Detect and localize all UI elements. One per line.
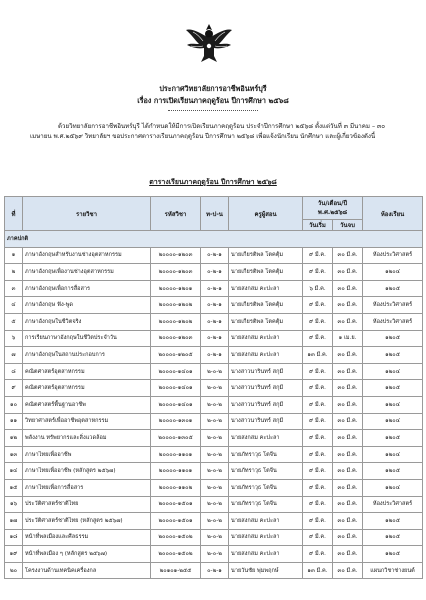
section-row xyxy=(5,231,423,248)
header-date-label: วัน/เดือน/ปี xyxy=(317,200,348,207)
cell-teacher: นายเกียรติพล โตคตุ้ม xyxy=(229,297,303,314)
cell-tpn: ๒-๐-๒ xyxy=(201,380,229,397)
cell-teacher: นายภัทราวุธ โตจีน xyxy=(229,496,303,513)
table-row xyxy=(5,380,423,397)
cell-room: ๑๒๐๕ xyxy=(363,347,423,364)
cell-tpn: ๐-๒-๑ xyxy=(201,313,229,330)
cell-subject: พลังงาน ทรัพยากรและสิ่งแวดล้อม xyxy=(23,430,151,447)
cell-teacher: นายเกียรติพล โตคตุ้ม xyxy=(229,247,303,264)
cell-no: ๑๖ xyxy=(5,496,23,513)
cell-tpn: ๒-๐-๒ xyxy=(201,413,229,430)
cell-no: ๑๙ xyxy=(5,546,23,563)
schedule-table xyxy=(4,196,423,579)
cell-subject: ภาษาไทยเพื่อการสื่อสาร xyxy=(23,479,151,496)
cell-room: ห้องประวิศาสตร์ xyxy=(363,496,423,513)
cell-code: ๒๐๐๐๐-๑๔๐๑ xyxy=(151,396,201,413)
header-room: ห้องเรียน xyxy=(363,197,423,231)
section-label: ภาคปกติ xyxy=(5,231,423,248)
cell-tpn: ๒-๐-๒ xyxy=(201,479,229,496)
cell-no: ๑๒ xyxy=(5,430,23,447)
cell-no: ๒๐ xyxy=(5,562,23,579)
cell-teacher: นายสงกสม คะปะลา xyxy=(229,529,303,546)
cell-room: ห้องประวิศาสตร์ xyxy=(363,247,423,264)
cell-room: แผนกวิชาช่างยนต์ xyxy=(363,562,423,579)
cell-no: ๑๘ xyxy=(5,529,23,546)
cell-subject: คณิตศาสตร์พื้นฐานอาชีพ xyxy=(23,396,151,413)
cell-tpn: ๐-๒-๑ xyxy=(201,562,229,579)
cell-subject: โครงงานด้านเทคนิคเครื่องกล xyxy=(23,562,151,579)
cell-code: ๒๐๐๐๐-๑๕๐๑ xyxy=(151,496,201,513)
cell-subject: ภาษาไทยเพื่ออาชีพ xyxy=(23,446,151,463)
cell-end: ๓๐ มี.ค. xyxy=(333,380,363,397)
cell-subject: ภาษาอังกฤษเพื่อการสื่อสาร xyxy=(23,280,151,297)
cell-no: ๑๕ xyxy=(5,479,23,496)
cell-subject: ประวัติศาสตร์ชาติไทย (หลักสูตร ๒๕๖๗) xyxy=(23,513,151,530)
cell-end: ๓๐ มี.ค. xyxy=(333,297,363,314)
cell-start: ๙ มี.ค. xyxy=(303,529,333,546)
cell-end: ๑ เม.ย. xyxy=(333,330,363,347)
header-teacher: ครูผู้สอน xyxy=(229,197,303,231)
cell-subject: หน้าที่พลเมือง ๆ (หลักสูตร ๒๕๖๗) xyxy=(23,546,151,563)
cell-room: ๑๒๐๕ xyxy=(363,546,423,563)
header-date-group xyxy=(303,197,363,220)
cell-no: ๖ xyxy=(5,330,23,347)
cell-tpn: ๒-๐-๒ xyxy=(201,463,229,480)
cell-room: ๑๒๐๕ xyxy=(363,380,423,397)
table-row xyxy=(5,446,423,463)
table-row xyxy=(5,396,423,413)
table-row xyxy=(5,513,423,530)
cell-start: ๙ มี.ค. xyxy=(303,413,333,430)
cell-room: ห้องประวิศาสตร์ xyxy=(363,313,423,330)
cell-end: ๓๐ มี.ค. xyxy=(333,247,363,264)
cell-start: ๙ มี.ค. xyxy=(303,546,333,563)
cell-teacher: นางสาวนารินทร์ สกุมี xyxy=(229,413,303,430)
cell-teacher: นายภัทราวุธ โตจีน xyxy=(229,446,303,463)
table-header-row xyxy=(5,197,423,220)
cell-start: ๙ มี.ค. xyxy=(303,479,333,496)
cell-room: ๑๒๐๔ xyxy=(363,479,423,496)
table-title: ตารางเรียนภาคฤดูร้อน ปีการศึกษา ๒๕๖๘ xyxy=(149,178,277,186)
cell-start: ๑๓ มี.ค. xyxy=(303,347,333,364)
cell-start: ๙ มี.ค. xyxy=(303,330,333,347)
header-tpn: ท-ป-น xyxy=(201,197,229,231)
cell-end: ๓๐ มี.ค. xyxy=(333,347,363,364)
cell-code: ๒๐๐๐๐-๑๒๐๓ xyxy=(151,330,201,347)
cell-start: ๖ มี.ค. xyxy=(303,280,333,297)
cell-teacher: นายภัทราวุธ โตจีน xyxy=(229,479,303,496)
cell-code: ๒๐๐๐๐-๑๒๐๓ xyxy=(151,247,201,264)
table-row xyxy=(5,562,423,579)
cell-start: ๙ มี.ค. xyxy=(303,430,333,447)
cell-subject: ภาษาอังกฤษ ฟัง-พูด xyxy=(23,297,151,314)
cell-room: ๑๒๐๔ xyxy=(363,446,423,463)
cell-code: ๒๐๐๐๐-๑๑๐๑ xyxy=(151,463,201,480)
table-row xyxy=(5,479,423,496)
table-row xyxy=(5,297,423,314)
table-row xyxy=(5,430,423,447)
cell-code: ๒๐๐๐๐-๑๕๐๑ xyxy=(151,513,201,530)
table-row xyxy=(5,363,423,380)
cell-tpn: ๒-๐-๒ xyxy=(201,496,229,513)
cell-room: ๑๒๐๔ xyxy=(363,264,423,281)
cell-end: ๓๐ มี.ค. xyxy=(333,479,363,496)
cell-end: ๓๐ มี.ค. xyxy=(333,313,363,330)
cell-end: ๓๐ มี.ค. xyxy=(333,430,363,447)
cell-code: ๒๐๐๐๐-๑๒๐๓ xyxy=(151,264,201,281)
cell-end: ๓๐ มี.ค. xyxy=(333,463,363,480)
cell-start: ๙ มี.ค. xyxy=(303,297,333,314)
cell-tpn: ๒-๐-๒ xyxy=(201,546,229,563)
cell-no: ๙ xyxy=(5,380,23,397)
cell-room: ๑๒๐๔ xyxy=(363,396,423,413)
cell-room: ๑๒๐๕ xyxy=(363,513,423,530)
table-row xyxy=(5,529,423,546)
announcement-paragraph: ด้วยวิทยาลัยการอาชีพอินทร์บุรี ได้กำหนดให้มีการเปิดเรียนภาคฤดูร้อน ประจำปีการศึกษา ๒๕๖๘ ตั้งแต่วันที่ ๓ มีนาคม – ๓๐ เมษายน พ.ศ.๒๕๖๙ วิทยาลัยฯ ขอประกาศตารางเรียนภาคฤดูร้อน ปีการศึกษา ๒๕๖๘ เพื่อแจ้งนักเรียน นักศึกษา และผู้เกี่ยวข้องดังนี้ xyxy=(30,123,386,140)
cell-code: ๒๐๐๐๐-๑๑๐๑ xyxy=(151,446,201,463)
cell-start: ๙ มี.ค. xyxy=(303,463,333,480)
cell-start: ๙ มี.ค. xyxy=(303,264,333,281)
cell-code: ๒๐๐๐๐-๑๔๐๑ xyxy=(151,363,201,380)
cell-teacher: นางสาวนารินทร์ สกุมี xyxy=(229,363,303,380)
cell-end: ๓๐ มี.ค. xyxy=(333,546,363,563)
cell-start: ๙ มี.ค. xyxy=(303,247,333,264)
cell-room: ๑๒๐๕ xyxy=(363,529,423,546)
table-row xyxy=(5,313,423,330)
cell-tpn: ๒-๐-๒ xyxy=(201,446,229,463)
cell-end: ๓๐ มี.ค. xyxy=(333,496,363,513)
cell-end: ๓๐ มี.ค. xyxy=(333,264,363,281)
cell-teacher: นายสงกสม คะปะลา xyxy=(229,430,303,447)
cell-code: ๒๐๐๐๐-๑๕๐๒ xyxy=(151,546,201,563)
cell-teacher: นายสงกสม คะปะลา xyxy=(229,513,303,530)
cell-teacher: นายสงกสม คะปะลา xyxy=(229,280,303,297)
divider xyxy=(168,110,258,111)
cell-no: ๔ xyxy=(5,297,23,314)
cell-subject: ภาษาไทยเพื่ออาชีพ (หลักสูตร ๒๕๖๗) xyxy=(23,463,151,480)
cell-subject: ภาษาอังกฤษเพื่องานช่างอุตสาหกรรม xyxy=(23,264,151,281)
cell-code: ๒๐๐๐๐-๑๔๐๑ xyxy=(151,380,201,397)
cell-end: ๓๐ มี.ค. xyxy=(333,280,363,297)
cell-code: ๒๐๐๐๐-๑๓๐๑ xyxy=(151,413,201,430)
cell-start: ๙ มี.ค. xyxy=(303,380,333,397)
cell-end: ๓๐ มี.ค. xyxy=(333,562,363,579)
table-row xyxy=(5,413,423,430)
cell-no: ๑๐ xyxy=(5,396,23,413)
cell-tpn: ๐-๒-๑ xyxy=(201,280,229,297)
cell-start: ๑๓ มี.ค. xyxy=(303,562,333,579)
header-start: วันเริ่ม xyxy=(303,220,333,231)
cell-room: ๑๒๐๕ xyxy=(363,430,423,447)
cell-no: ๑๗ xyxy=(5,513,23,530)
table-row xyxy=(5,463,423,480)
cell-code: ๒๐๐๐๐-๑๑๐๒ xyxy=(151,479,201,496)
cell-room: ๑๒๐๔ xyxy=(363,363,423,380)
header-date-year: พ.ศ.๒๕๖๘ xyxy=(317,209,348,216)
cell-subject: ประวัติศาสตร์ชาติไทย xyxy=(23,496,151,513)
cell-start: ๙ มี.ค. xyxy=(303,313,333,330)
header-subject: รายวิชา xyxy=(23,197,151,231)
cell-teacher: นายสงกสม คะปะลา xyxy=(229,330,303,347)
cell-room: ๑๒๐๕ xyxy=(363,330,423,347)
cell-tpn: ๒-๐-๒ xyxy=(201,513,229,530)
cell-code: ๒๐๐๐๐-๑๒๐๕ xyxy=(151,347,201,364)
cell-no: ๗ xyxy=(5,347,23,364)
cell-no: ๒ xyxy=(5,264,23,281)
cell-end: ๓๐ มี.ค. xyxy=(333,363,363,380)
cell-teacher: นายเกียรติพล โตคตุ้ม xyxy=(229,313,303,330)
garuda-emblem-icon xyxy=(185,22,233,64)
cell-no: ๑ xyxy=(5,247,23,264)
cell-tpn: ๐-๒-๑ xyxy=(201,247,229,264)
cell-no: ๕ xyxy=(5,313,23,330)
cell-code: ๒๐๐๐๐-๑๒๐๒ xyxy=(151,313,201,330)
cell-room: ๑๒๐๕ xyxy=(363,463,423,480)
cell-subject: การเรียนภาษาอังกฤษในชีวิตประจำวัน xyxy=(23,330,151,347)
cell-teacher: นายสงกสม คะปะลา xyxy=(229,347,303,364)
cell-start: ๙ มี.ค. xyxy=(303,363,333,380)
table-row xyxy=(5,330,423,347)
cell-subject: ภาษาอังกฤษในสถานประกอบการ xyxy=(23,347,151,364)
cell-subject: คณิตศาสตร์อุตสาหกรรม xyxy=(23,380,151,397)
table-row xyxy=(5,280,423,297)
cell-end: ๓๐ มี.ค. xyxy=(333,396,363,413)
cell-no: ๑๓ xyxy=(5,446,23,463)
cell-room: ห้องประวิศาสตร์ xyxy=(363,297,423,314)
cell-teacher: นางสาวนารินทร์ สกุมี xyxy=(229,396,303,413)
cell-subject: วิทยาศาสตร์เพื่ออาชีพอุตสาหกรรม xyxy=(23,413,151,430)
table-row xyxy=(5,546,423,563)
cell-code: ๒๐๐๐๐-๑๓๐๕ xyxy=(151,430,201,447)
cell-tpn: ๐-๒-๑ xyxy=(201,297,229,314)
cell-start: ๙ มี.ค. xyxy=(303,446,333,463)
cell-tpn: ๐-๒-๑ xyxy=(201,264,229,281)
cell-subject: ภาษาอังกฤษในชีวิตจริง xyxy=(23,313,151,330)
cell-no: ๑๑ xyxy=(5,413,23,430)
cell-no: ๘ xyxy=(5,363,23,380)
table-row xyxy=(5,247,423,264)
cell-room: ๑๒๐๕ xyxy=(363,280,423,297)
announcement-subject: เรื่อง การเปิดเรียนภาคฤดูร้อน ปีการศึกษา ๒๕๖๘ xyxy=(137,96,289,105)
cell-teacher: นายวันชัย พุ่มพฤกษ์ xyxy=(229,562,303,579)
cell-tpn: ๐-๒-๑ xyxy=(201,347,229,364)
cell-start: ๙ มี.ค. xyxy=(303,496,333,513)
cell-tpn: ๒-๐-๒ xyxy=(201,430,229,447)
header-end: วันจบ xyxy=(333,220,363,231)
cell-end: ๓๐ มี.ค. xyxy=(333,413,363,430)
cell-tpn: ๐-๒-๑ xyxy=(201,330,229,347)
cell-tpn: ๒-๐-๒ xyxy=(201,396,229,413)
cell-end: ๓๐ มี.ค. xyxy=(333,513,363,530)
cell-subject: หน้าที่พลเมืองและศีลธรรม xyxy=(23,529,151,546)
cell-tpn: ๒-๐-๒ xyxy=(201,363,229,380)
cell-end: ๓๐ มี.ค. xyxy=(333,529,363,546)
table-row xyxy=(5,264,423,281)
cell-tpn: ๒-๐-๒ xyxy=(201,529,229,546)
cell-teacher: นางสาวนารินทร์ สกุมี xyxy=(229,380,303,397)
cell-no: ๓ xyxy=(5,280,23,297)
cell-no: ๑๔ xyxy=(5,463,23,480)
table-row xyxy=(5,347,423,364)
cell-code: ๒๐๐๐๐-๑๒๐๒ xyxy=(151,297,201,314)
announcement-title: ประกาศวิทยาลัยการอาชีพอินทร์บุรี xyxy=(159,84,267,93)
table-row xyxy=(5,496,423,513)
header-no: ที่ xyxy=(5,197,23,231)
cell-code: ๒๐๐๐๐-๑๕๐๒ xyxy=(151,529,201,546)
cell-code: ๒๐๐๐๐-๑๒๐๑ xyxy=(151,280,201,297)
cell-start: ๙ มี.ค. xyxy=(303,513,333,530)
cell-end: ๓๐ มี.ค. xyxy=(333,446,363,463)
cell-room: ๑๒๐๔ xyxy=(363,413,423,430)
cell-start: ๙ มี.ค. xyxy=(303,396,333,413)
header-code: รหัสวิชา xyxy=(151,197,201,231)
cell-teacher: นายภัทราวุธ โตจีน xyxy=(229,463,303,480)
cell-teacher: นายสงกสม คะปะลา xyxy=(229,546,303,563)
cell-subject: ภาษาอังกฤษสำหรับงานช่างอุตสาหกรรม xyxy=(23,247,151,264)
cell-teacher: นายเกียรติพล โตคตุ้ม xyxy=(229,264,303,281)
cell-code: ๒๐๑๐๑-๒๕๕ xyxy=(151,562,201,579)
cell-subject: คณิตศาสตร์อุตสาหกรรม xyxy=(23,363,151,380)
